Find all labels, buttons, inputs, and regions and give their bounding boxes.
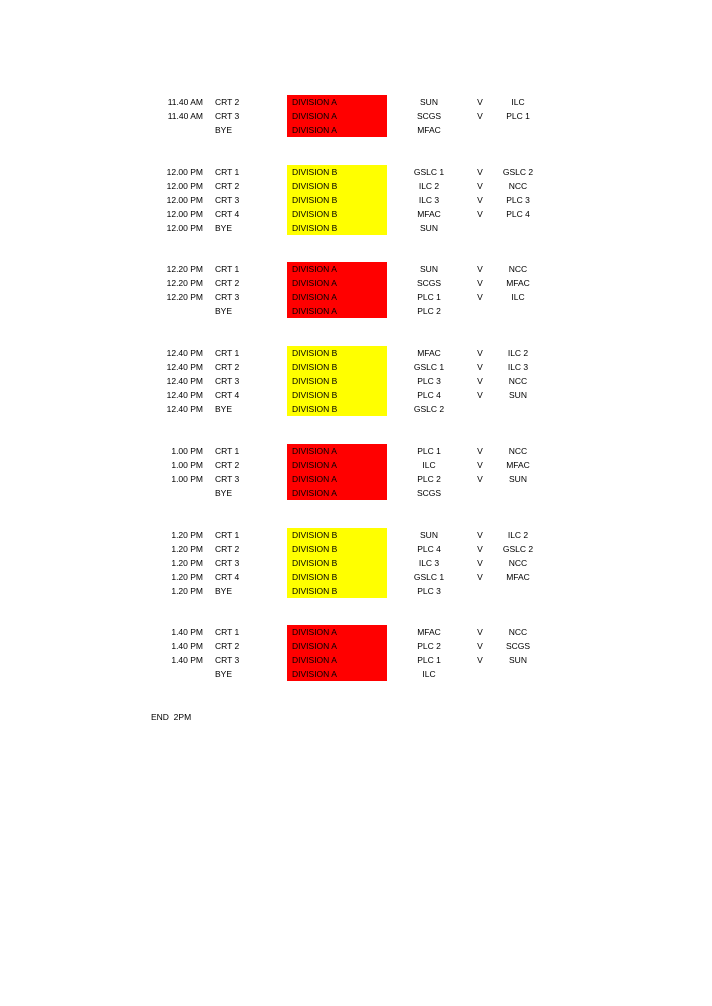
schedule-row — [0, 346, 712, 360]
schedule-row — [0, 374, 712, 388]
versus-cell: V — [477, 209, 483, 219]
time-cell: 1.20 PM — [171, 544, 203, 554]
home-team-cell: PLC 3 — [417, 376, 441, 386]
court-cell: CRT 1 — [215, 627, 240, 637]
division-cell: DIVISION B — [287, 179, 387, 193]
schedule-row — [0, 542, 712, 556]
schedule-row — [0, 304, 712, 318]
versus-cell: V — [477, 530, 483, 540]
division-cell: DIVISION B — [287, 165, 387, 179]
away-team-cell: NCC — [508, 558, 528, 568]
home-team-cell: MFAC — [417, 125, 441, 135]
schedule-row — [0, 360, 712, 374]
division-cell: DIVISION B — [287, 346, 387, 360]
home-team-cell: PLC 4 — [417, 390, 441, 400]
division-cell: DIVISION A — [287, 290, 387, 304]
versus-cell: V — [477, 348, 483, 358]
home-team-cell: PLC 2 — [417, 306, 441, 316]
court-cell: CRT 1 — [215, 446, 240, 456]
court-cell: BYE — [215, 669, 233, 679]
home-team-cell: SUN — [420, 223, 438, 233]
home-team-cell: MFAC — [417, 209, 441, 219]
time-cell: 12.20 PM — [166, 278, 203, 288]
court-cell: CRT 3 — [215, 292, 240, 302]
home-team-cell: PLC 2 — [417, 474, 441, 484]
division-cell: DIVISION A — [287, 667, 387, 681]
time-cell: 1.40 PM — [171, 641, 203, 651]
time-cell: 11.40 AM — [167, 97, 203, 107]
court-cell: CRT 2 — [215, 460, 240, 470]
court-cell: BYE — [215, 404, 233, 414]
away-team-cell: GSLC 2 — [502, 544, 534, 554]
schedule-row — [0, 639, 712, 653]
time-cell: 1.20 PM — [171, 530, 203, 540]
versus-cell: V — [477, 460, 483, 470]
away-team-cell: PLC 1 — [506, 111, 530, 121]
court-cell: BYE — [215, 223, 233, 233]
division-cell: DIVISION B — [287, 528, 387, 542]
home-team-cell: PLC 1 — [417, 446, 441, 456]
away-team-cell: MFAC — [506, 278, 530, 288]
schedule-row — [0, 109, 712, 123]
schedule-row — [0, 444, 712, 458]
home-team-cell: SCGS — [416, 278, 442, 288]
home-team-cell: MFAC — [417, 348, 441, 358]
division-cell: DIVISION B — [287, 570, 387, 584]
division-cell: DIVISION B — [287, 193, 387, 207]
away-team-cell: NCC — [508, 264, 528, 274]
schedule-row — [0, 625, 712, 639]
versus-cell: V — [477, 111, 483, 121]
division-cell: DIVISION A — [287, 262, 387, 276]
time-cell: 12.00 PM — [166, 195, 203, 205]
versus-cell: V — [477, 627, 483, 637]
court-cell: CRT 2 — [215, 544, 240, 554]
versus-cell: V — [477, 376, 483, 386]
versus-cell — [470, 221, 490, 235]
away-team-cell: NCC — [508, 376, 528, 386]
home-team-cell: MFAC — [417, 627, 441, 637]
schedule-row — [0, 528, 712, 542]
schedule-row — [0, 290, 712, 304]
division-cell: DIVISION A — [287, 472, 387, 486]
versus-cell: V — [477, 390, 483, 400]
schedule-row — [0, 95, 712, 109]
versus-cell — [470, 402, 490, 416]
court-cell: CRT 3 — [215, 376, 240, 386]
time-cell: 1.00 PM — [171, 474, 203, 484]
time-cell: 12.20 PM — [166, 292, 203, 302]
away-team-cell: SCGS — [505, 641, 531, 651]
home-team-cell: PLC 4 — [417, 544, 441, 554]
away-team-cell: SUN — [509, 474, 527, 484]
court-cell: CRT 2 — [215, 278, 240, 288]
court-cell: BYE — [215, 488, 233, 498]
time-cell: 12.40 PM — [166, 348, 203, 358]
court-cell: CRT 1 — [215, 167, 240, 177]
schedule-row — [0, 458, 712, 472]
schedule-row — [0, 472, 712, 486]
division-cell: DIVISION A — [287, 458, 387, 472]
time-cell — [150, 667, 203, 681]
away-team-cell: PLC 3 — [506, 195, 530, 205]
versus-cell: V — [477, 264, 483, 274]
schedule-row — [0, 667, 712, 681]
time-cell: 1.00 PM — [171, 460, 203, 470]
time-cell: 12.40 PM — [166, 362, 203, 372]
time-cell: 1.20 PM — [171, 572, 203, 582]
home-team-cell: SCGS — [416, 488, 442, 498]
away-team-cell — [494, 402, 542, 416]
home-team-cell: GSLC 1 — [413, 167, 445, 177]
court-cell: CRT 3 — [215, 474, 240, 484]
versus-cell — [470, 667, 490, 681]
division-cell: DIVISION A — [287, 486, 387, 500]
home-team-cell: ILC — [422, 669, 436, 679]
home-team-cell: GSLC 1 — [413, 362, 445, 372]
home-team-cell: PLC 1 — [417, 655, 441, 665]
versus-cell: V — [477, 97, 483, 107]
versus-cell: V — [477, 558, 483, 568]
time-cell: 12.00 PM — [166, 181, 203, 191]
versus-cell: V — [477, 167, 483, 177]
court-cell: BYE — [215, 125, 233, 135]
schedule-row — [0, 584, 712, 598]
away-team-cell — [494, 667, 542, 681]
away-team-cell: ILC 2 — [507, 530, 529, 540]
court-cell: CRT 2 — [215, 362, 240, 372]
versus-cell: V — [477, 292, 483, 302]
versus-cell — [470, 584, 490, 598]
home-team-cell: PLC 2 — [417, 641, 441, 651]
division-cell: DIVISION A — [287, 109, 387, 123]
time-cell — [150, 486, 203, 500]
home-team-cell: PLC 1 — [417, 292, 441, 302]
away-team-cell: ILC — [511, 97, 525, 107]
time-cell — [150, 304, 203, 318]
time-cell: 12.40 PM — [166, 390, 203, 400]
versus-cell: V — [477, 195, 483, 205]
versus-cell: V — [477, 544, 483, 554]
division-cell: DIVISION B — [287, 556, 387, 570]
court-cell: CRT 4 — [215, 209, 240, 219]
away-team-cell — [494, 486, 542, 500]
time-cell: 1.20 PM — [171, 558, 203, 568]
court-cell: CRT 2 — [215, 641, 240, 651]
home-team-cell: SCGS — [416, 111, 442, 121]
away-team-cell: GSLC 2 — [502, 167, 534, 177]
versus-cell — [470, 304, 490, 318]
division-cell: DIVISION B — [287, 388, 387, 402]
time-cell: 12.00 PM — [166, 167, 203, 177]
away-team-cell — [494, 221, 542, 235]
division-cell: DIVISION A — [287, 276, 387, 290]
away-team-cell: ILC — [511, 292, 525, 302]
court-cell: CRT 3 — [215, 558, 240, 568]
home-team-cell: ILC 2 — [418, 181, 440, 191]
away-team-cell: NCC — [508, 627, 528, 637]
schedule-row — [0, 486, 712, 500]
away-team-cell: MFAC — [506, 572, 530, 582]
time-cell: 1.40 PM — [171, 655, 203, 665]
versus-cell: V — [477, 362, 483, 372]
time-cell: 1.40 PM — [171, 627, 203, 637]
time-cell: 11.40 AM — [167, 111, 203, 121]
court-cell: CRT 4 — [215, 390, 240, 400]
division-cell: DIVISION A — [287, 639, 387, 653]
versus-cell: V — [477, 655, 483, 665]
court-cell: CRT 1 — [215, 264, 240, 274]
schedule-row — [0, 165, 712, 179]
away-team-cell: PLC 4 — [506, 209, 530, 219]
away-team-cell: SUN — [509, 390, 527, 400]
division-cell: DIVISION B — [287, 207, 387, 221]
end-note: END 2PM — [151, 712, 192, 722]
away-team-cell: ILC 2 — [507, 348, 529, 358]
away-team-cell — [494, 304, 542, 318]
court-cell: BYE — [215, 306, 233, 316]
versus-cell: V — [477, 278, 483, 288]
time-cell: 12.40 PM — [166, 376, 203, 386]
home-team-cell: SUN — [420, 97, 438, 107]
away-team-cell: SUN — [509, 655, 527, 665]
versus-cell: V — [477, 446, 483, 456]
schedule-row — [0, 276, 712, 290]
court-cell: BYE — [215, 586, 233, 596]
division-cell: DIVISION B — [287, 360, 387, 374]
division-cell: DIVISION B — [287, 402, 387, 416]
versus-cell: V — [477, 181, 483, 191]
away-team-cell: NCC — [508, 446, 528, 456]
division-cell: DIVISION A — [287, 304, 387, 318]
court-cell: CRT 1 — [215, 530, 240, 540]
schedule-row — [0, 193, 712, 207]
division-cell: DIVISION A — [287, 653, 387, 667]
schedule-row — [0, 262, 712, 276]
time-cell: 12.00 PM — [166, 209, 203, 219]
home-team-cell: ILC 3 — [418, 195, 440, 205]
home-team-cell: SUN — [420, 264, 438, 274]
time-cell: 12.40 PM — [166, 404, 203, 414]
versus-cell — [470, 123, 490, 137]
schedule-row — [0, 221, 712, 235]
away-team-cell: NCC — [508, 181, 528, 191]
division-cell: DIVISION B — [287, 374, 387, 388]
home-team-cell: SUN — [420, 530, 438, 540]
court-cell: CRT 3 — [215, 111, 240, 121]
home-team-cell: ILC — [422, 460, 436, 470]
schedule-row — [0, 653, 712, 667]
home-team-cell: GSLC 2 — [413, 404, 445, 414]
away-team-cell — [494, 123, 542, 137]
time-cell: 1.20 PM — [171, 586, 203, 596]
versus-cell: V — [477, 641, 483, 651]
versus-cell: V — [477, 572, 483, 582]
schedule-row — [0, 402, 712, 416]
court-cell: CRT 3 — [215, 195, 240, 205]
versus-cell — [470, 486, 490, 500]
court-cell: CRT 2 — [215, 97, 240, 107]
court-cell: CRT 3 — [215, 655, 240, 665]
home-team-cell: GSLC 1 — [413, 572, 445, 582]
schedule-row — [0, 388, 712, 402]
schedule-row — [0, 207, 712, 221]
away-team-cell: ILC 3 — [507, 362, 529, 372]
division-cell: DIVISION B — [287, 542, 387, 556]
schedule-row — [0, 556, 712, 570]
time-cell: 12.20 PM — [166, 264, 203, 274]
schedule-row — [0, 570, 712, 584]
court-cell: CRT 4 — [215, 572, 240, 582]
home-team-cell: ILC 3 — [418, 558, 440, 568]
away-team-cell — [494, 584, 542, 598]
division-cell: DIVISION A — [287, 95, 387, 109]
time-cell: 1.00 PM — [171, 446, 203, 456]
court-cell: CRT 2 — [215, 181, 240, 191]
schedule-row — [0, 123, 712, 137]
division-cell: DIVISION B — [287, 584, 387, 598]
home-team-cell: PLC 3 — [417, 586, 441, 596]
schedule-row — [0, 179, 712, 193]
court-cell: CRT 1 — [215, 348, 240, 358]
time-cell — [150, 123, 203, 137]
time-cell: 12.00 PM — [166, 223, 203, 233]
division-cell: DIVISION A — [287, 444, 387, 458]
versus-cell: V — [477, 474, 483, 484]
division-cell: DIVISION B — [287, 221, 387, 235]
away-team-cell: MFAC — [506, 460, 530, 470]
division-cell: DIVISION A — [287, 625, 387, 639]
division-cell: DIVISION A — [287, 123, 387, 137]
